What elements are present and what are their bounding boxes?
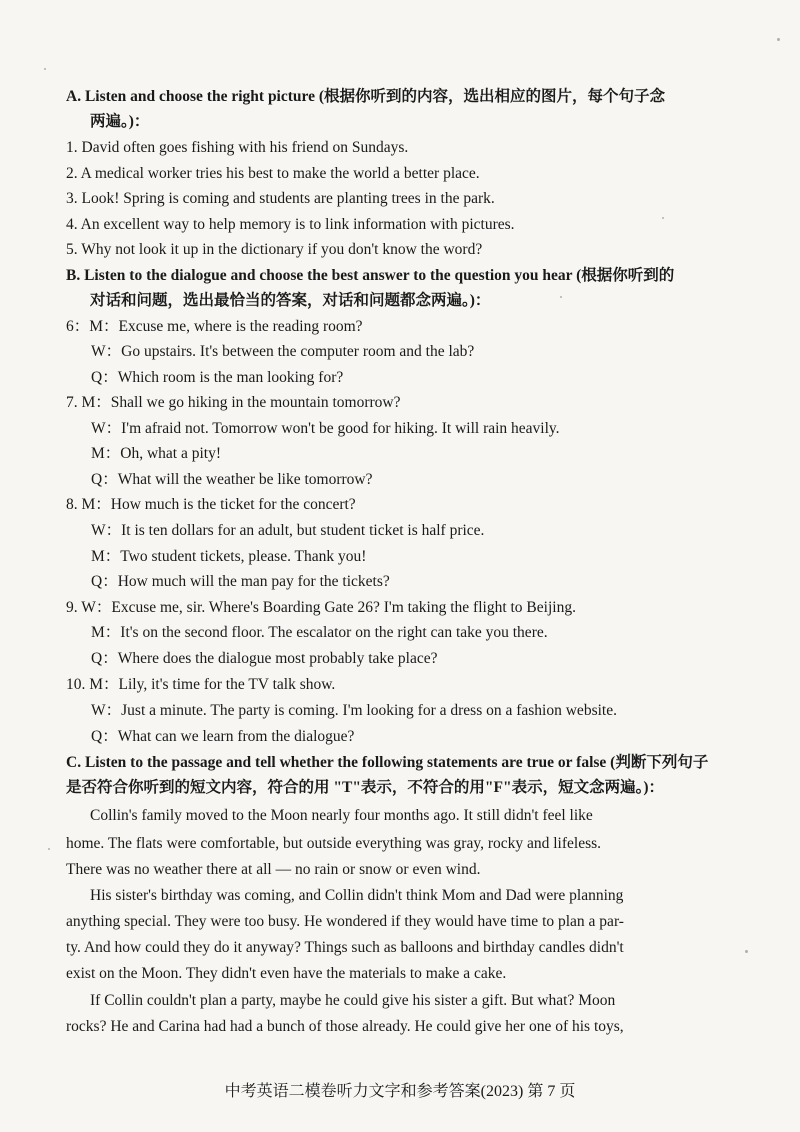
section-b-header-cont: 对话和问题，选出最恰当的答案，对话和问题都念两遍。)：	[90, 292, 491, 309]
section-a-item: 1. David often goes fishing with his friend on Sundays.	[66, 139, 409, 156]
section-a-item: 2. A medical worker tries his best to make the world a better place.	[66, 165, 480, 182]
section-a-item: 5. Why not look it up in the dictionary if you don't know the word?	[66, 241, 483, 258]
dialogue-line: W：Just a minute. The party is coming. I'm looking for a dress on a fashion website.	[91, 702, 617, 719]
dialogue-line: 6：M：Excuse me, where is the reading room?	[66, 318, 363, 335]
scan-speck	[662, 217, 664, 219]
passage-line: Collin's family moved to the Moon nearly four months ago. It still didn't feel like	[90, 807, 593, 824]
section-c-header: C. Listen to the passage and tell whether the following statements are true or false (判断下列句子	[66, 754, 709, 771]
section-a-header-cont: 两遍。)：	[90, 113, 150, 130]
dialogue-question: Q：How much will the man pay for the tickets?	[91, 573, 390, 590]
section-a-item: 3. Look! Spring is coming and students are planting trees in the park.	[66, 190, 495, 207]
dialogue-line: W：It is ten dollars for an adult, but student ticket is half price.	[91, 522, 485, 539]
scan-speck	[560, 296, 562, 298]
passage-line: rocks? He and Carina had had a bunch of those already. He could give her one of his toys,	[66, 1018, 624, 1035]
scan-speck	[44, 68, 46, 70]
dialogue-line: 10. M：Lily, it's time for the TV talk show.	[66, 676, 336, 693]
passage-line: home. The flats were comfortable, but outside everything was gray, rocky and lifeless.	[66, 835, 602, 852]
dialogue-question: Q：Where does the dialogue most probably take place?	[91, 650, 438, 667]
passage-line: ty. And how could they do it anyway? Things such as balloons and birthday candles didn't	[66, 939, 624, 956]
passage-line: There was no weather there at all — no rain or snow or even wind.	[66, 861, 481, 878]
dialogue-question: Q：Which room is the man looking for?	[91, 369, 344, 386]
passage-line: If Collin couldn't plan a party, maybe he could give his sister a gift. But what? Moon	[90, 992, 616, 1009]
scan-speck	[745, 950, 748, 953]
dialogue-line: 9. W：Excuse me, sir. Where's Boarding Gate 26? I'm taking the flight to Beijing.	[66, 599, 576, 616]
dialogue-line: 8. M：How much is the ticket for the concert?	[66, 496, 356, 513]
section-a-item: 4. An excellent way to help memory is to link information with pictures.	[66, 216, 515, 233]
dialogue-question: Q：What can we learn from the dialogue?	[91, 728, 355, 745]
scan-speck	[777, 38, 780, 41]
passage-line: anything special. They were too busy. He wondered if they would have time to plan a par-	[66, 913, 624, 930]
dialogue-question: Q：What will the weather be like tomorrow?	[91, 471, 373, 488]
section-b-header: B. Listen to the dialogue and choose the best answer to the question you hear (根据你听到的	[66, 267, 675, 284]
dialogue-line: M：Two student tickets, please. Thank you!	[91, 548, 367, 565]
dialogue-line: M：It's on the second floor. The escalator on the right can take you there.	[91, 624, 548, 641]
dialogue-line: W：I'm afraid not. Tomorrow won't be good for hiking. It will rain heavily.	[91, 420, 560, 437]
passage-line: His sister's birthday was coming, and Collin didn't think Mom and Dad were planning	[90, 887, 624, 904]
section-a-header: A. Listen and choose the right picture (根据你听到的内容，选出相应的图片，每个句子念	[66, 88, 666, 105]
dialogue-line: 7. M：Shall we go hiking in the mountain tomorrow?	[66, 394, 401, 411]
dialogue-line: M：Oh, what a pity!	[91, 445, 222, 462]
passage-line: exist on the Moon. They didn't even have the materials to make a cake.	[66, 965, 507, 982]
scan-speck	[48, 848, 50, 850]
section-c-header-cont: 是否符合你听到的短文内容，符合的用 "T"表示，不符合的用"F"表示，短文念两遍。)：	[66, 779, 665, 796]
page-footer: 中考英语二模卷听力文字和参考答案(2023) 第 7 页	[224, 1083, 576, 1100]
dialogue-line: W：Go upstairs. It's between the computer room and the lab?	[91, 343, 475, 360]
